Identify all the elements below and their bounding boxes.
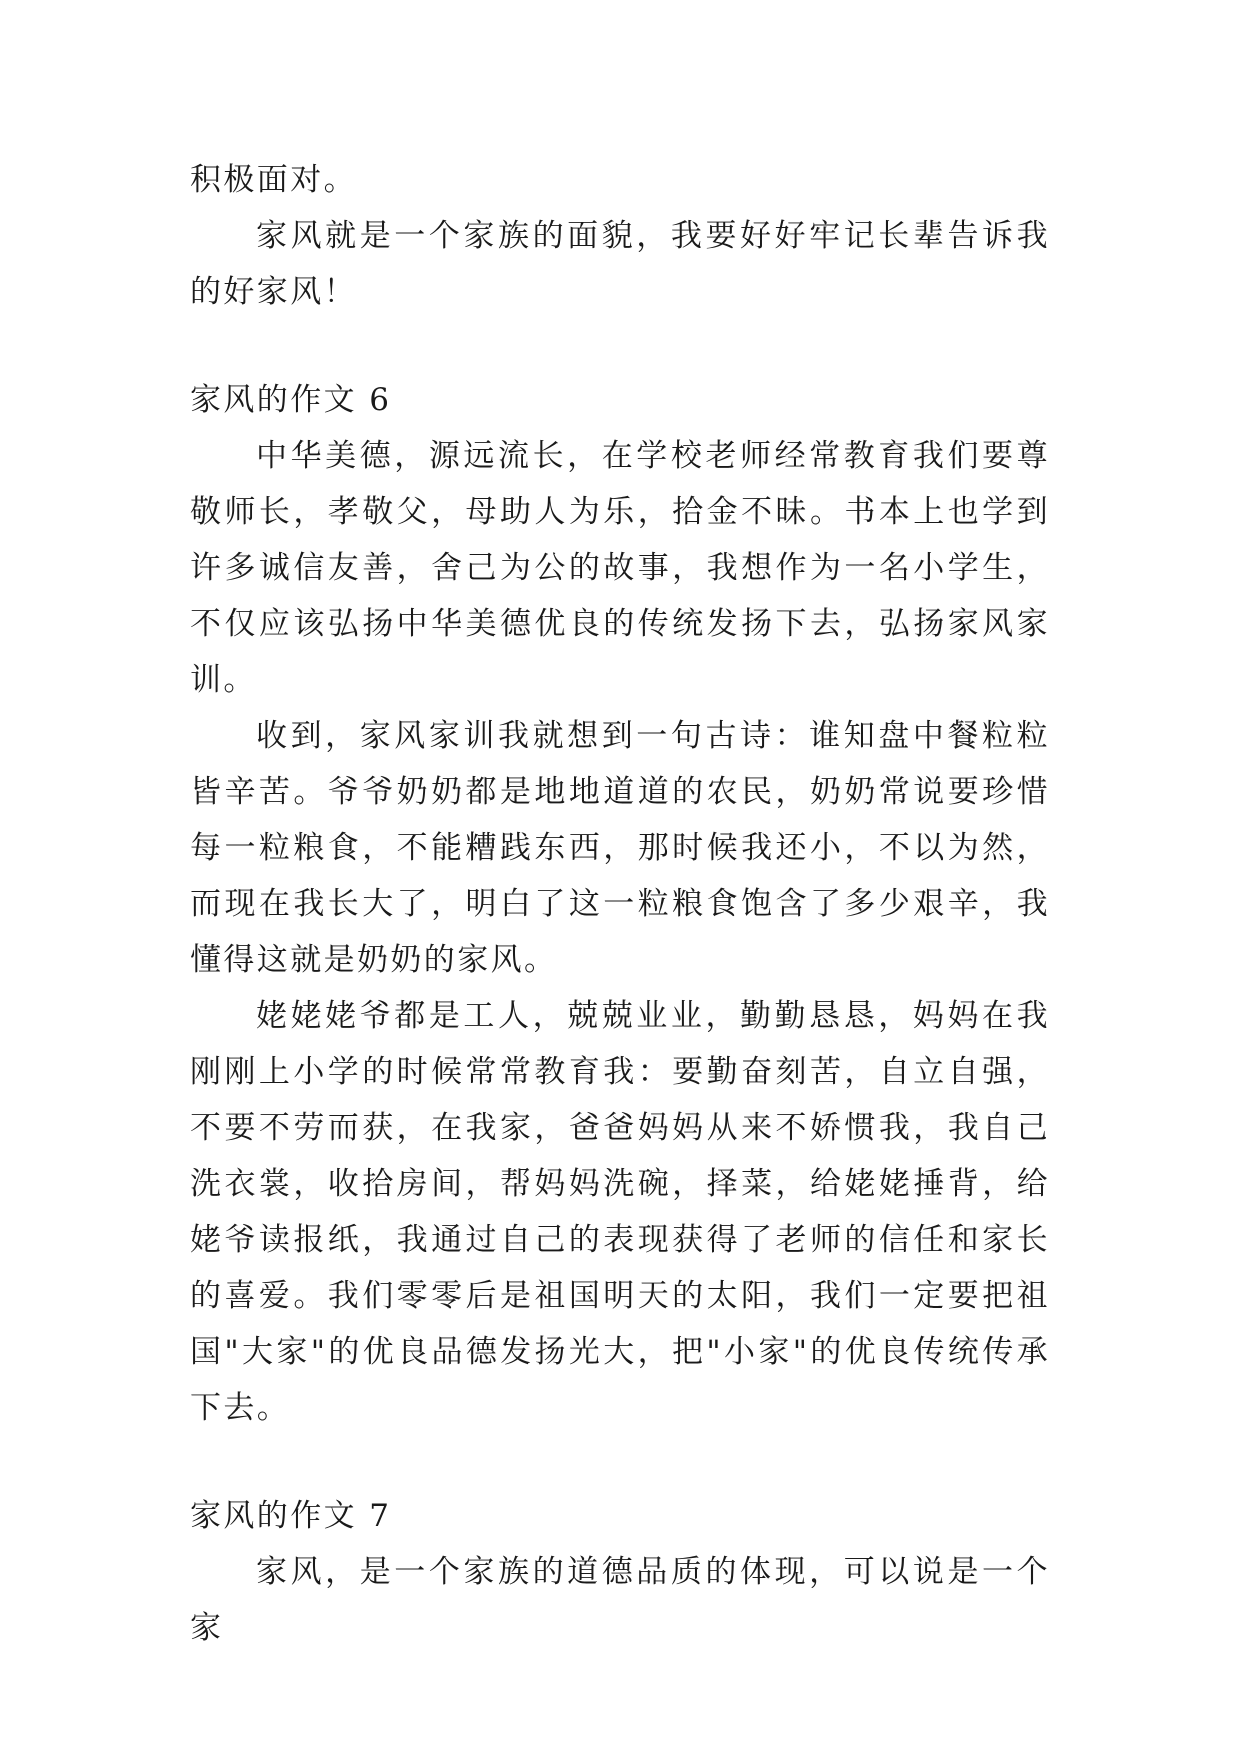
paragraph: 家风就是一个家族的面貌，我要好好牢记长辈告诉我的好家风！ <box>190 218 1050 310</box>
paragraph: 中华美德，源远流长，在学校老师经常教育我们要尊敬师长，孝敬父，母助人为乐，拾金不昧。书本上也学到许多诚信友善，舍己为公的故事，我想作为一名小学生，不仅应该弘扬中华美德优良的传统发扬下去，弘扬家风家训。 <box>190 438 1050 698</box>
paragraph: 姥姥姥爷都是工人，兢兢业业，勤勤恳恳，妈妈在我刚刚上小学的时候常常教育我：要勤奋刻苦，自立自强，不要不劳而获，在我家，爸爸妈妈从来不娇惯我，我自己洗衣裳，收拾房间，帮妈妈洗碗，择菜，给姥姥捶背，给姥爷读报纸，我通过自己的表现获得了老师的信任和家长的喜爱。我们零零后是祖国明天的太阳，我们一定要把祖国"大家"的优良品德发扬光大，把"小家"的优良传统传承下去。 <box>190 998 1050 1426</box>
paragraph: 积极面对。 <box>190 162 357 198</box>
paragraph: 收到，家风家训我就想到一句古诗：谁知盘中餐粒粒皆辛苦。爷爷奶奶都是地地道道的农民，奶奶常说要珍惜每一粒粮食，不能糟践东西，那时候我还小，不以为然，而现在我长大了，明白了这一粒粮食饱含了多少艰辛，我懂得这就是奶奶的家风。 <box>190 718 1050 978</box>
paragraph: 家风，是一个家族的道德品质的体现，可以说是一个家 <box>190 1554 1050 1646</box>
section-heading: 家风的作文 6 <box>190 382 392 418</box>
section-heading: 家风的作文 7 <box>190 1498 392 1534</box>
document-body <box>190 152 1050 1656</box>
